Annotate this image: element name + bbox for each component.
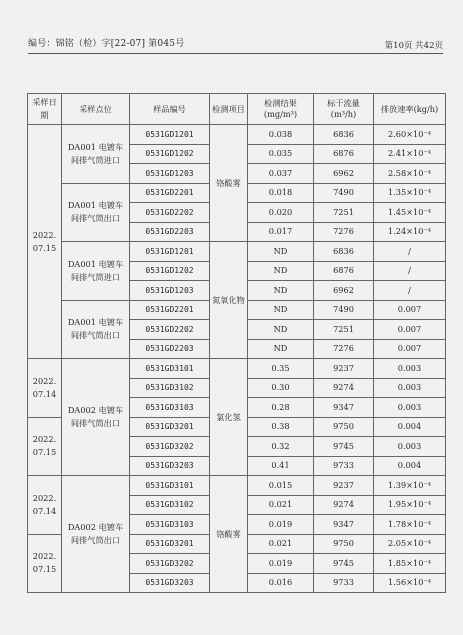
cell-sample: 0531GD3203 bbox=[130, 456, 210, 476]
cell-rate: 0.007 bbox=[374, 320, 446, 340]
cell-sample: 0531GD2202 bbox=[130, 203, 210, 223]
cell-result: 0.41 bbox=[248, 456, 314, 476]
header-result: 检测结果(mg/m³) bbox=[248, 94, 314, 125]
cell-item: 铬酸雾 bbox=[210, 476, 248, 593]
cell-flow: 9237 bbox=[314, 359, 374, 379]
cell-point: DA001 电镀车间排气筒进口 bbox=[62, 242, 130, 301]
cell-sample: 0531GD1203 bbox=[130, 164, 210, 184]
cell-result: ND bbox=[248, 339, 314, 359]
cell-flow: 9745 bbox=[314, 437, 374, 457]
cell-rate: 2.60×10⁻⁴ bbox=[374, 125, 446, 145]
cell-rate: / bbox=[374, 242, 446, 262]
cell-result: 0.30 bbox=[248, 378, 314, 398]
cell-sample: 0531GD3202 bbox=[130, 554, 210, 574]
cell-flow: 9347 bbox=[314, 398, 374, 418]
cell-date: 2022. 07.14 bbox=[28, 359, 62, 418]
cell-result: 0.038 bbox=[248, 125, 314, 145]
cell-rate: 0.003 bbox=[374, 378, 446, 398]
cell-result: 0.019 bbox=[248, 554, 314, 574]
cell-date: 2022. 07.14 bbox=[28, 476, 62, 535]
cell-result: 0.018 bbox=[248, 183, 314, 203]
table-header-row bbox=[28, 94, 446, 125]
cell-result: 0.016 bbox=[248, 573, 314, 593]
cell-flow: 6876 bbox=[314, 261, 374, 281]
cell-rate: 1.56×10⁻⁴ bbox=[374, 573, 446, 593]
cell-rate: 0.003 bbox=[374, 437, 446, 457]
cell-result: ND bbox=[248, 242, 314, 262]
cell-result: 0.020 bbox=[248, 203, 314, 223]
cell-flow: 9750 bbox=[314, 534, 374, 554]
cell-sample: 0531GD2203 bbox=[130, 339, 210, 359]
cell-rate: 0.007 bbox=[374, 300, 446, 320]
cell-result: 0.035 bbox=[248, 144, 314, 164]
cell-sample: 0531GD1201 bbox=[130, 242, 210, 262]
cell-sample: 0531GD3101 bbox=[130, 476, 210, 496]
cell-date: 2022. 07.15 bbox=[28, 417, 62, 476]
cell-result: 0.037 bbox=[248, 164, 314, 184]
cell-sample: 0531GD2201 bbox=[130, 183, 210, 203]
cell-sample: 0531GD2202 bbox=[130, 320, 210, 340]
cell-flow: 6962 bbox=[314, 164, 374, 184]
header-emission-rate: 排放速率(kg/h) bbox=[374, 94, 446, 125]
cell-rate: 0.007 bbox=[374, 339, 446, 359]
cell-flow: 9274 bbox=[314, 378, 374, 398]
cell-rate: 1.45×10⁻⁴ bbox=[374, 203, 446, 223]
cell-rate: 2.05×10⁻⁴ bbox=[374, 534, 446, 554]
cell-item: 氮氧化物 bbox=[210, 242, 248, 359]
cell-flow: 9750 bbox=[314, 417, 374, 437]
cell-rate: 2.58×10⁻⁴ bbox=[374, 164, 446, 184]
cell-sample: 0531GD3102 bbox=[130, 495, 210, 515]
cell-flow: 7251 bbox=[314, 320, 374, 340]
cell-rate: 1.24×10⁻⁴ bbox=[374, 222, 446, 242]
cell-rate: 0.003 bbox=[374, 359, 446, 379]
header-divider bbox=[28, 53, 443, 54]
cell-sample: 0531GD1202 bbox=[130, 261, 210, 281]
cell-result: 0.28 bbox=[248, 398, 314, 418]
cell-sample: 0531GD2201 bbox=[130, 300, 210, 320]
cell-point: DA001 电镀车间排气筒出口 bbox=[62, 300, 130, 359]
cell-point: DA002 电镀车间排气筒出口 bbox=[62, 359, 130, 476]
cell-point: DA001 电镀车间排气筒出口 bbox=[62, 183, 130, 242]
cell-result: 0.021 bbox=[248, 495, 314, 515]
cell-sample: 0531GD3201 bbox=[130, 534, 210, 554]
cell-result: 0.019 bbox=[248, 515, 314, 535]
cell-sample: 0531GD2203 bbox=[130, 222, 210, 242]
cell-sample: 0531GD1201 bbox=[130, 125, 210, 145]
cell-flow: 9745 bbox=[314, 554, 374, 574]
header-test-item: 检测项目 bbox=[210, 94, 248, 125]
cell-item: 铬酸雾 bbox=[210, 125, 248, 242]
cell-rate: 1.78×10⁻⁴ bbox=[374, 515, 446, 535]
cell-result: 0.021 bbox=[248, 534, 314, 554]
header-flow: 标干流量(m³/h) bbox=[314, 94, 374, 125]
cell-flow: 9733 bbox=[314, 456, 374, 476]
table-row bbox=[28, 359, 446, 379]
cell-flow: 7276 bbox=[314, 222, 374, 242]
cell-rate: 1.85×10⁻⁴ bbox=[374, 554, 446, 574]
cell-date: 2022. 07.15 bbox=[28, 125, 62, 359]
header-sample-id: 样品编号 bbox=[130, 94, 210, 125]
cell-flow: 7490 bbox=[314, 300, 374, 320]
table-row bbox=[28, 242, 446, 262]
cell-result: 0.38 bbox=[248, 417, 314, 437]
cell-flow: 6836 bbox=[314, 242, 374, 262]
header-sampling-point: 采样点位 bbox=[62, 94, 130, 125]
cell-flow: 7276 bbox=[314, 339, 374, 359]
cell-flow: 9733 bbox=[314, 573, 374, 593]
cell-result: ND bbox=[248, 300, 314, 320]
cell-result: 0.35 bbox=[248, 359, 314, 379]
table-row bbox=[28, 125, 446, 145]
cell-result: 0.32 bbox=[248, 437, 314, 457]
cell-rate: 1.95×10⁻⁴ bbox=[374, 495, 446, 515]
cell-rate: 1.35×10⁻⁴ bbox=[374, 183, 446, 203]
cell-flow: 7490 bbox=[314, 183, 374, 203]
cell-rate: 0.003 bbox=[374, 398, 446, 418]
cell-sample: 0531GD3202 bbox=[130, 437, 210, 457]
cell-flow: 6836 bbox=[314, 125, 374, 145]
table-row bbox=[28, 476, 446, 496]
cell-result: ND bbox=[248, 261, 314, 281]
cell-sample: 0531GD3103 bbox=[130, 515, 210, 535]
cell-flow: 7251 bbox=[314, 203, 374, 223]
cell-flow: 9237 bbox=[314, 476, 374, 496]
header-sampling-date: 采样日期 bbox=[28, 94, 62, 125]
cell-flow: 6962 bbox=[314, 281, 374, 301]
cell-date: 2022. 07.15 bbox=[28, 534, 62, 593]
test-results-table bbox=[27, 93, 446, 593]
cell-rate: / bbox=[374, 281, 446, 301]
cell-result: 0.017 bbox=[248, 222, 314, 242]
cell-sample: 0531GD3101 bbox=[130, 359, 210, 379]
cell-sample: 0531GD3102 bbox=[130, 378, 210, 398]
cell-flow: 9274 bbox=[314, 495, 374, 515]
cell-result: 0.015 bbox=[248, 476, 314, 496]
cell-sample: 0531GD3201 bbox=[130, 417, 210, 437]
cell-result: ND bbox=[248, 320, 314, 340]
cell-rate: 1.39×10⁻⁴ bbox=[374, 476, 446, 496]
cell-sample: 0531GD1202 bbox=[130, 144, 210, 164]
document-number: 编号：锦铭（检）字[22-07] 第045号 bbox=[28, 39, 185, 49]
cell-rate: 0.004 bbox=[374, 456, 446, 476]
cell-flow: 9347 bbox=[314, 515, 374, 535]
cell-flow: 6876 bbox=[314, 144, 374, 164]
cell-rate: / bbox=[374, 261, 446, 281]
cell-item: 氯化氢 bbox=[210, 359, 248, 476]
cell-point: DA002 电镀车间排气筒出口 bbox=[62, 476, 130, 593]
cell-sample: 0531GD1203 bbox=[130, 281, 210, 301]
cell-rate: 2.41×10⁻⁴ bbox=[374, 144, 446, 164]
cell-result: ND bbox=[248, 281, 314, 301]
cell-point: DA001 电镀车间排气筒进口 bbox=[62, 125, 130, 184]
cell-rate: 0.004 bbox=[374, 417, 446, 437]
page-indicator: 第10页 共42页 bbox=[384, 41, 443, 51]
cell-sample: 0531GD3203 bbox=[130, 573, 210, 593]
cell-sample: 0531GD3103 bbox=[130, 398, 210, 418]
